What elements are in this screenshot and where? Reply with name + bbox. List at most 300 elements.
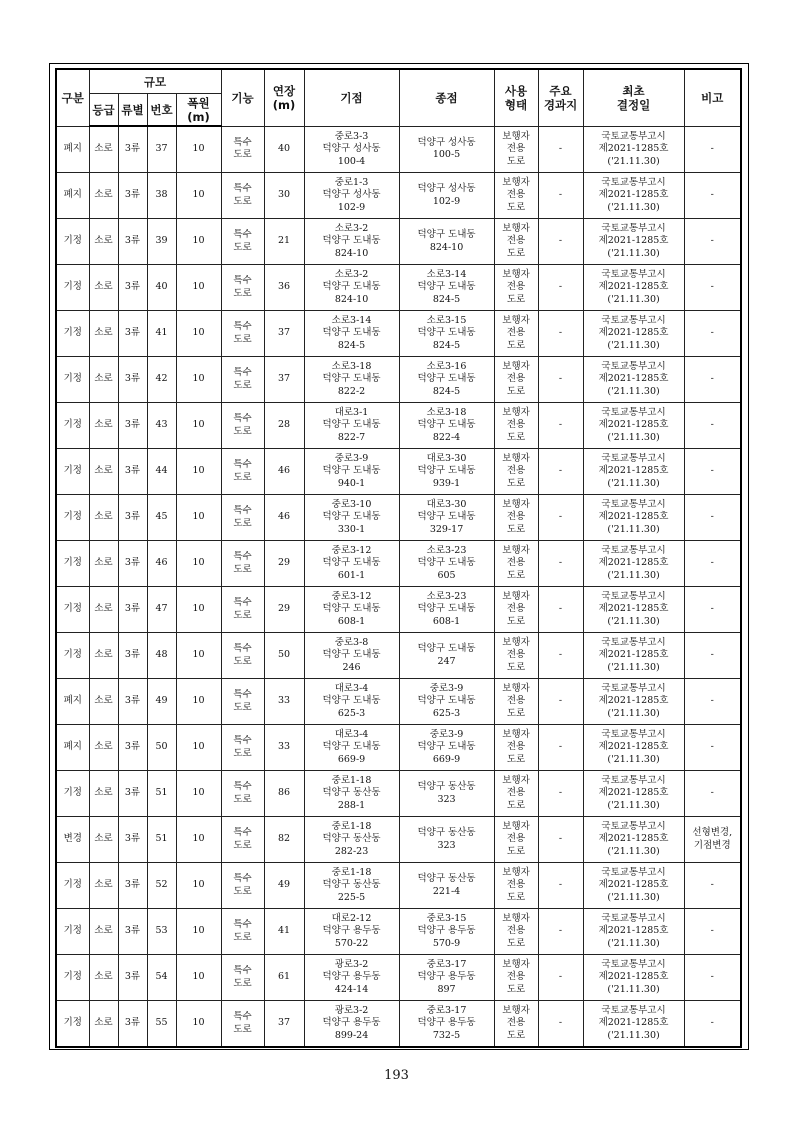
start-point-cell-text: 소로3-18 덕양구 도내동 822-2	[322, 360, 381, 397]
end-point-cell-text: 덕양구 동산동 323	[417, 781, 476, 805]
usage-cell-text: 보행자 전용 도로	[502, 728, 530, 765]
end-point-cell-text: 덕양구 도내동 247	[417, 643, 476, 667]
usage-cell	[494, 403, 538, 449]
width-cell	[176, 633, 221, 679]
table-row	[56, 449, 741, 495]
decision-date-cell-text: 국토교통부고시 제2021-1285호 ('21.11.30)	[598, 912, 669, 949]
usage-cell	[494, 725, 538, 771]
table-row	[56, 863, 741, 909]
table-row	[56, 495, 741, 541]
number-cell	[147, 403, 176, 449]
number-cell-text: 37	[155, 143, 168, 155]
length-cell-text: 36	[277, 281, 291, 293]
grade-cell-text: 소로	[94, 833, 113, 845]
gubun-cell	[56, 357, 89, 403]
grade-cell-text: 소로	[94, 971, 113, 983]
grade-cell	[89, 403, 118, 449]
decision-date-cell	[583, 909, 684, 955]
width-cell-text: 10	[192, 511, 205, 523]
end-point-cell-text: 소로3-18 덕양구 도내동 822-4	[417, 406, 476, 443]
grade-cell	[89, 817, 118, 863]
function-cell	[221, 955, 264, 1001]
note-cell	[684, 219, 741, 265]
grade-cell-text: 소로	[94, 1017, 113, 1029]
usage-cell	[494, 265, 538, 311]
number-cell-text: 43	[155, 419, 168, 431]
end-point-cell	[399, 541, 494, 587]
number-cell	[147, 311, 176, 357]
start-point-cell-text: 중로1-18 덕양구 동산동 225-5	[322, 866, 381, 903]
start-point-cell	[304, 126, 399, 173]
note-cell-text: -	[710, 189, 714, 201]
decision-date-cell-text: 국토교통부고시 제2021-1285호 ('21.11.30)	[598, 314, 669, 351]
gubun-cell-text: 기정	[63, 879, 82, 891]
table-row	[56, 173, 741, 219]
end-point-cell	[399, 771, 494, 817]
start-point-cell	[304, 357, 399, 403]
start-point-cell-text: 중로1-18 덕양구 동산동 288-1	[322, 774, 381, 811]
via-cell-text: -	[558, 925, 563, 937]
length-cell-text: 86	[277, 787, 291, 799]
length-cell-text: 29	[277, 557, 291, 569]
decision-date-cell	[583, 495, 684, 541]
gubun-cell-text: 기정	[63, 281, 82, 293]
width-cell	[176, 126, 221, 173]
gubun-cell	[56, 495, 89, 541]
gubun-cell-text: 기정	[63, 1017, 82, 1029]
number-cell-text: 54	[155, 971, 168, 983]
start-point-cell-text: 대로2-12 덕양구 용두동 570-22	[322, 912, 381, 949]
number-cell-text: 51	[155, 833, 168, 845]
type-cell	[118, 587, 147, 633]
type-cell	[118, 817, 147, 863]
function-cell-text: 특수 도로	[233, 413, 252, 437]
start-point-cell-text: 광로3-2 덕양구 용두동 424-14	[322, 958, 381, 995]
number-cell	[147, 633, 176, 679]
gubun-cell-text: 기정	[63, 373, 82, 385]
function-cell	[221, 403, 264, 449]
via-cell-text: -	[558, 833, 563, 845]
decision-date-cell-text: 국토교통부고시 제2021-1285호 ('21.11.30)	[598, 958, 669, 995]
grade-cell-text: 소로	[94, 327, 113, 339]
gubun-cell-text: 기정	[63, 235, 82, 247]
grade-cell-text: 소로	[94, 189, 113, 201]
start-point-cell-text: 중로3-9 덕양구 도내동 940-1	[322, 452, 381, 489]
number-cell	[147, 219, 176, 265]
decision-date-cell	[583, 541, 684, 587]
type-cell	[118, 311, 147, 357]
start-point-cell	[304, 449, 399, 495]
decision-date-cell-text: 국토교통부고시 제2021-1285호 ('21.11.30)	[598, 406, 669, 443]
end-point-cell-text: 소로3-23 덕양구 도내동 605	[417, 544, 476, 581]
table-header	[56, 69, 741, 126]
length-cell-text: 50	[277, 649, 291, 661]
length-cell	[264, 403, 304, 449]
table-row	[56, 909, 741, 955]
via-cell	[538, 909, 583, 955]
function-cell-text: 특수 도로	[233, 689, 252, 713]
via-cell-text: -	[558, 189, 563, 201]
length-cell	[264, 449, 304, 495]
via-cell	[538, 403, 583, 449]
grade-cell-text: 소로	[94, 465, 113, 477]
usage-cell-text: 보행자 전용 도로	[502, 406, 530, 443]
gubun-cell	[56, 403, 89, 449]
end-point-cell	[399, 265, 494, 311]
end-point-cell-text: 중로3-15 덕양구 용두동 570-9	[417, 912, 476, 949]
grade-cell	[89, 863, 118, 909]
end-point-cell-text: 소로3-14 덕양구 도내동 824-5	[417, 268, 476, 305]
note-cell-text: -	[710, 327, 714, 339]
function-cell	[221, 449, 264, 495]
width-cell-text: 10	[192, 695, 205, 707]
note-cell-text: -	[710, 1017, 714, 1029]
function-cell-text: 특수 도로	[233, 781, 252, 805]
via-cell	[538, 173, 583, 219]
usage-cell	[494, 679, 538, 725]
start-point-cell-text: 중로3-12 덕양구 도내동 601-1	[322, 544, 381, 581]
start-point-cell-text: 소로3-2 덕양구 도내동 824-10	[322, 222, 381, 259]
number-cell	[147, 265, 176, 311]
end-point-cell	[399, 126, 494, 173]
start-point-cell	[304, 679, 399, 725]
note-cell	[684, 587, 741, 633]
start-point-cell	[304, 817, 399, 863]
note-cell-text: -	[710, 419, 714, 431]
gubun-cell	[56, 679, 89, 725]
via-cell-text: -	[558, 143, 563, 154]
type-cell-text: 3류	[124, 879, 141, 891]
grade-cell	[89, 955, 118, 1001]
start-point-cell	[304, 219, 399, 265]
length-cell-text: 46	[277, 511, 291, 523]
type-cell	[118, 265, 147, 311]
decision-date-cell	[583, 265, 684, 311]
function-cell	[221, 633, 264, 679]
width-cell-text: 10	[192, 787, 205, 799]
start-point-cell	[304, 863, 399, 909]
table-body	[56, 126, 741, 1047]
function-cell	[221, 771, 264, 817]
note-cell	[684, 1001, 741, 1048]
usage-cell-text: 보행자 전용 도로	[502, 498, 530, 535]
decision-date-cell-text: 국토교통부고시 제2021-1285호 ('21.11.30)	[598, 590, 669, 627]
usage-cell	[494, 909, 538, 955]
function-cell-text: 특수 도로	[233, 827, 252, 851]
number-cell-text: 42	[155, 373, 168, 385]
decision-date-cell	[583, 633, 684, 679]
grade-cell	[89, 449, 118, 495]
length-cell	[264, 817, 304, 863]
note-cell-text: 선형변경, 기점변경	[692, 827, 733, 851]
gubun-cell-text: 폐지	[63, 695, 82, 707]
width-cell-text: 10	[192, 603, 205, 615]
length-cell-text: 37	[277, 1017, 291, 1029]
grade-cell	[89, 679, 118, 725]
via-cell	[538, 955, 583, 1001]
width-cell	[176, 909, 221, 955]
function-cell-text: 특수 도로	[233, 597, 252, 621]
grade-cell	[89, 173, 118, 219]
width-cell	[176, 817, 221, 863]
usage-cell-text: 보행자 전용 도로	[502, 682, 530, 719]
type-cell	[118, 403, 147, 449]
type-cell	[118, 541, 147, 587]
end-point-cell	[399, 219, 494, 265]
note-cell-text: -	[710, 511, 714, 523]
type-cell-text: 3류	[124, 189, 141, 201]
gubun-cell-text: 기정	[63, 511, 82, 523]
number-cell	[147, 587, 176, 633]
type-cell-text: 3류	[124, 787, 141, 799]
end-point-cell-text: 소로3-16 덕양구 도내동 824-5	[417, 360, 476, 397]
usage-cell	[494, 126, 538, 173]
grade-cell	[89, 909, 118, 955]
usage-cell-text: 보행자 전용 도로	[502, 130, 530, 167]
usage-cell-text: 보행자 전용 도로	[502, 176, 530, 213]
start-point-cell-text: 소로3-2 덕양구 도내동 824-10	[322, 268, 381, 305]
width-cell-text: 10	[192, 1017, 205, 1029]
usage-cell	[494, 863, 538, 909]
via-cell	[538, 587, 583, 633]
end-point-cell	[399, 357, 494, 403]
function-cell	[221, 495, 264, 541]
gubun-cell	[56, 863, 89, 909]
length-cell-text: 37	[277, 373, 291, 385]
function-cell-text: 특수 도로	[233, 459, 252, 483]
length-cell	[264, 587, 304, 633]
table-row	[56, 587, 741, 633]
type-cell	[118, 219, 147, 265]
length-cell	[264, 679, 304, 725]
length-cell-text: 33	[277, 695, 291, 707]
via-cell-text: -	[558, 741, 563, 753]
type-cell	[118, 1001, 147, 1048]
function-cell-text: 특수 도로	[233, 367, 252, 391]
via-cell	[538, 679, 583, 725]
via-cell-text: -	[558, 511, 563, 523]
col-number: 번호	[147, 94, 176, 127]
type-cell-text: 3류	[124, 833, 141, 845]
note-cell-text: -	[710, 143, 714, 154]
usage-cell-text: 보행자 전용 도로	[502, 360, 530, 397]
start-point-cell	[304, 1001, 399, 1048]
table-row	[56, 126, 741, 173]
length-cell-text: 37	[277, 327, 291, 339]
via-cell	[538, 126, 583, 173]
col-function: 기능	[221, 69, 264, 126]
length-cell-text: 29	[277, 603, 291, 615]
grade-cell	[89, 541, 118, 587]
gubun-cell	[56, 909, 89, 955]
width-cell	[176, 955, 221, 1001]
number-cell	[147, 495, 176, 541]
number-cell	[147, 771, 176, 817]
length-cell-text: 30	[277, 189, 291, 201]
usage-cell	[494, 449, 538, 495]
end-point-cell	[399, 725, 494, 771]
table-row	[56, 633, 741, 679]
function-cell-text: 특수 도로	[233, 505, 252, 529]
via-cell	[538, 1001, 583, 1048]
gubun-cell	[56, 265, 89, 311]
table-row	[56, 771, 741, 817]
number-cell-text: 39	[155, 235, 168, 247]
start-point-cell-text: 중로3-12 덕양구 도내동 608-1	[322, 590, 381, 627]
end-point-cell-text: 중로3-17 덕양구 용두동 732-5	[417, 1004, 476, 1041]
width-cell-text: 10	[192, 925, 205, 937]
gubun-cell-text: 기정	[63, 557, 82, 569]
decision-date-cell	[583, 725, 684, 771]
via-cell-text: -	[558, 695, 563, 707]
table-row	[56, 265, 741, 311]
decision-date-cell-text: 국토교통부고시 제2021-1285호 ('21.11.30)	[598, 682, 669, 719]
start-point-cell-text: 중로1-3 덕양구 성사동 102-9	[322, 176, 381, 213]
via-cell	[538, 541, 583, 587]
grade-cell	[89, 357, 118, 403]
gubun-cell-text: 기정	[63, 465, 82, 477]
end-point-cell-text: 중로3-9 덕양구 도내동 625-3	[417, 682, 476, 719]
function-cell	[221, 311, 264, 357]
usage-cell	[494, 311, 538, 357]
grade-cell-text: 소로	[94, 235, 113, 247]
type-cell	[118, 126, 147, 173]
end-point-cell	[399, 495, 494, 541]
width-cell	[176, 357, 221, 403]
length-cell	[264, 725, 304, 771]
table-row	[56, 817, 741, 863]
length-cell	[264, 311, 304, 357]
end-point-cell	[399, 173, 494, 219]
gubun-cell	[56, 311, 89, 357]
width-cell-text: 10	[192, 419, 205, 431]
number-cell-text: 55	[155, 1017, 168, 1029]
grade-cell-text: 소로	[94, 557, 113, 569]
start-point-cell	[304, 173, 399, 219]
function-cell-text: 특수 도로	[233, 183, 252, 207]
note-cell	[684, 633, 741, 679]
width-cell	[176, 541, 221, 587]
number-cell-text: 40	[155, 281, 168, 293]
number-cell-text: 49	[155, 695, 168, 707]
type-cell-text: 3류	[124, 557, 141, 569]
decision-date-cell	[583, 311, 684, 357]
usage-cell	[494, 633, 538, 679]
end-point-cell-text: 덕양구 성사동 102-9	[417, 183, 476, 207]
number-cell	[147, 955, 176, 1001]
type-cell	[118, 909, 147, 955]
end-point-cell-text: 덕양구 동산동 323	[417, 827, 476, 851]
col-decided: 최초 결정일	[583, 69, 684, 126]
width-cell	[176, 265, 221, 311]
type-cell	[118, 725, 147, 771]
type-cell-text: 3류	[124, 373, 141, 385]
end-point-cell	[399, 817, 494, 863]
note-cell	[684, 679, 741, 725]
col-end: 종점	[399, 69, 494, 126]
end-point-cell	[399, 633, 494, 679]
usage-cell-text: 보행자 전용 도로	[502, 590, 530, 627]
decision-date-cell-text: 국토교통부고시 제2021-1285호 ('21.11.30)	[598, 360, 669, 397]
col-start: 기점	[304, 69, 399, 126]
usage-cell	[494, 955, 538, 1001]
function-cell	[221, 725, 264, 771]
end-point-cell-text: 중로3-17 덕양구 용두동 897	[417, 958, 476, 995]
decision-date-cell	[583, 817, 684, 863]
decision-date-cell	[583, 1001, 684, 1048]
end-point-cell	[399, 909, 494, 955]
function-cell-text: 특수 도로	[233, 965, 252, 989]
start-point-cell-text: 중로3-8 덕양구 도내동 246	[322, 636, 381, 673]
type-cell-text: 3류	[124, 603, 141, 615]
start-point-cell	[304, 909, 399, 955]
decision-date-cell-text: 국토교통부고시 제2021-1285호 ('21.11.30)	[598, 176, 669, 213]
end-point-cell-text: 대로3-30 덕양구 도내동 329-17	[417, 498, 476, 535]
grade-cell	[89, 265, 118, 311]
via-cell	[538, 495, 583, 541]
usage-cell-text: 보행자 전용 도로	[502, 268, 530, 305]
number-cell	[147, 679, 176, 725]
usage-cell-text: 보행자 전용 도로	[502, 820, 530, 857]
gubun-cell	[56, 449, 89, 495]
start-point-cell	[304, 403, 399, 449]
function-cell-text: 특수 도로	[233, 136, 252, 161]
length-cell	[264, 357, 304, 403]
function-cell	[221, 173, 264, 219]
gubun-cell-text: 기정	[63, 327, 82, 339]
width-cell	[176, 587, 221, 633]
type-cell-text: 3류	[124, 1017, 141, 1029]
gubun-cell	[56, 219, 89, 265]
gubun-cell-text: 기정	[63, 787, 82, 799]
type-cell	[118, 955, 147, 1001]
via-cell-text: -	[558, 465, 563, 477]
col-note: 비고	[684, 69, 741, 126]
col-scale: 규모	[89, 69, 221, 94]
number-cell	[147, 1001, 176, 1048]
grade-cell-text: 소로	[94, 143, 113, 155]
usage-cell-text: 보행자 전용 도로	[502, 774, 530, 811]
start-point-cell-text: 대로3-4 덕양구 도내동 669-9	[322, 728, 381, 765]
grade-cell-text: 소로	[94, 373, 113, 385]
start-point-cell-text: 광로3-2 덕양구 용두동 899-24	[322, 1004, 381, 1041]
type-cell	[118, 495, 147, 541]
usage-cell-text: 보행자 전용 도로	[502, 958, 530, 995]
gubun-cell-text: 폐지	[63, 143, 82, 154]
end-point-cell	[399, 863, 494, 909]
note-cell-text: -	[710, 373, 714, 385]
decision-date-cell	[583, 679, 684, 725]
grade-cell-text: 소로	[94, 603, 113, 615]
function-cell-text: 특수 도로	[233, 873, 252, 897]
note-cell	[684, 955, 741, 1001]
end-point-cell-text: 덕양구 도내동 824-10	[417, 229, 476, 253]
usage-cell-text: 보행자 전용 도로	[502, 544, 530, 581]
grade-cell-text: 소로	[94, 879, 113, 891]
usage-cell-text: 보행자 전용 도로	[502, 1004, 530, 1041]
number-cell-text: 45	[155, 511, 168, 523]
end-point-cell	[399, 449, 494, 495]
function-cell	[221, 219, 264, 265]
table-row	[56, 541, 741, 587]
function-cell-text: 특수 도로	[233, 321, 252, 345]
note-cell-text: -	[710, 741, 714, 753]
gubun-cell-text: 기정	[63, 925, 82, 937]
note-cell	[684, 357, 741, 403]
grade-cell-text: 소로	[94, 741, 113, 753]
function-cell-text: 특수 도로	[233, 1011, 252, 1035]
note-cell-text: -	[710, 971, 714, 983]
